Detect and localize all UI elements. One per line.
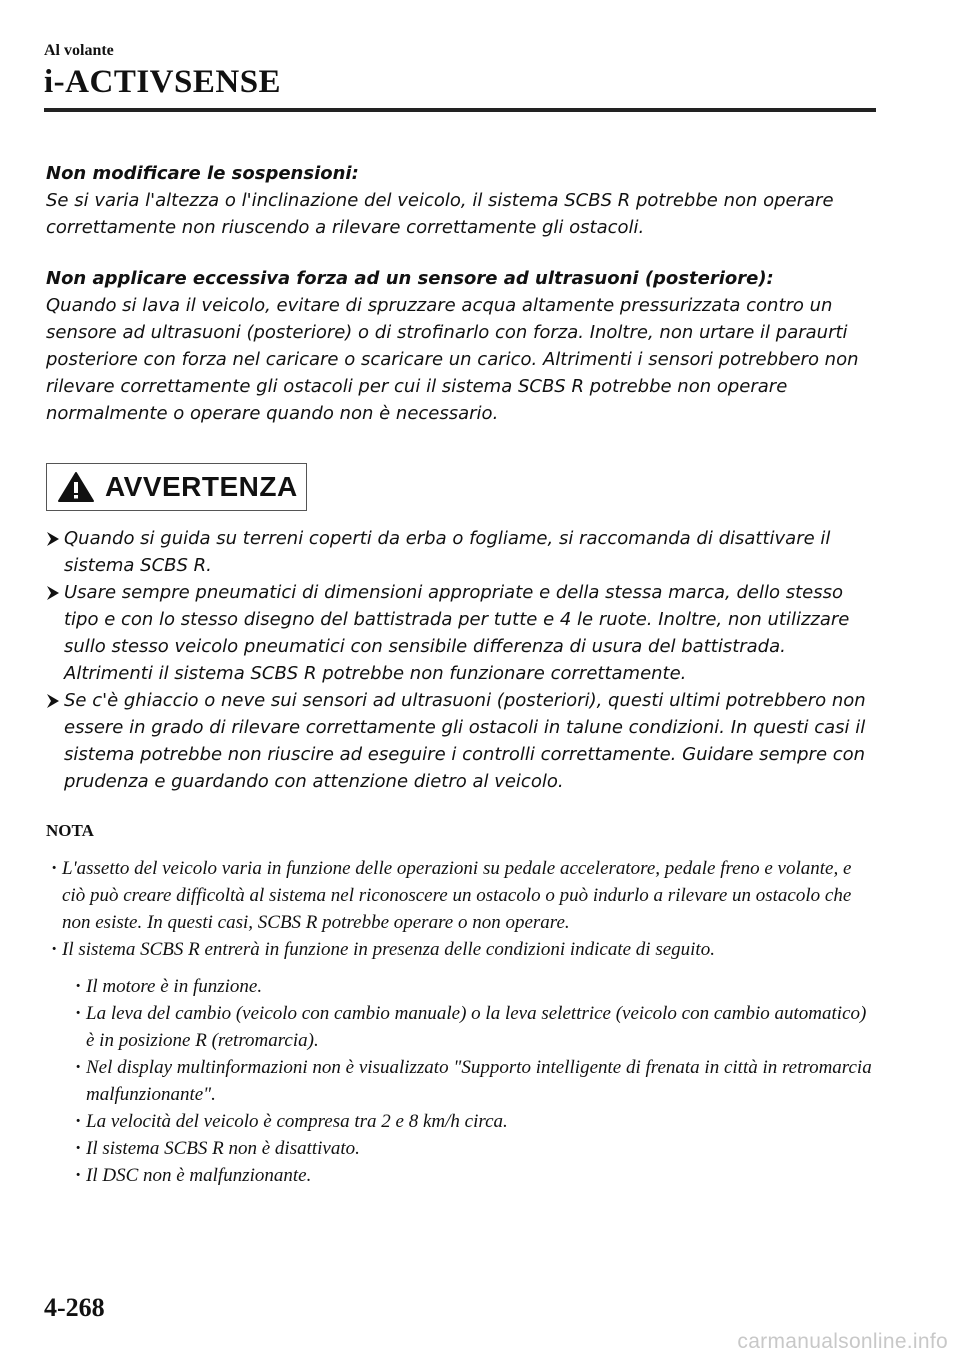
- warning-label: AVVERTENZA: [105, 471, 298, 502]
- page-header: [44, 42, 876, 112]
- condition-item: · Il DSC non è malfunzionante.: [70, 1162, 876, 1189]
- warning-item: [46, 687, 876, 795]
- condition-item: · Il sistema SCBS R non è disattivato.: [70, 1135, 876, 1162]
- arrow-right-icon: [46, 585, 60, 601]
- condition-item: · La leva del cambio (veicolo con cambio manuale) o la leva selettrice (veicolo con cambio automatico) è in posizione R (retromarcia).: [70, 1000, 876, 1054]
- warning-banner: [46, 463, 307, 511]
- nota-item: · Il sistema SCBS R entrerà in funzione in presenza delle condizioni indicate di seguito.: [46, 936, 876, 963]
- caution-heading: Non applicare eccessiva forza ad un sensore ad ultrasuoni (posteriore):: [46, 268, 774, 289]
- warning-item: [46, 579, 876, 687]
- warning-item-text: Se c'è ghiaccio o neve sui sensori ad ultrasuoni (posteriori), questi ultimi potrebbero non essere in grado di rilevare correttamente gli ostacoli in talune condizioni. In questi casi il sistema potrebbe non riuscire ad eseguire i controlli correttamente. Guidare sempre con prudenza e guardando con attenzione dietro al veicolo.: [64, 690, 866, 792]
- warning-item: [46, 525, 876, 579]
- arrow-right-icon: [46, 693, 60, 709]
- caution-text: Se si varia l'altezza o l'inclinazione del veicolo, il sistema SCBS R potrebbe non operare correttamente non riuscendo a rilevare correttamente gli ostacoli.: [46, 190, 834, 238]
- warning-item-text: Usare sempre pneumatici di dimensioni appropriate e della stessa marca, dello stesso tipo e con lo stesso disegno del battistrada per tutte e 4 le ruote. Inoltre, non utilizzare sullo stesso veicolo pneumatici con sensibile differenza di usura del battistrada. Altrimenti il sistema SCBS R potrebbe non funzionare correttamente.: [64, 582, 850, 684]
- watermark: carmanualsonline.info: [737, 1330, 948, 1353]
- nota-item: · L'assetto del veicolo varia in funzione delle operazioni su pedale acceleratore, pedale freno e volante, e ciò può creare difficoltà al sistema nel riconoscere un ostacolo o può indurlo a rilevare un ostacolo che non esiste. In questi casi, SCBS R potrebbe operare o non operare.: [46, 855, 876, 936]
- caution-heading: Non modificare le sospensioni:: [46, 163, 359, 184]
- section-kicker: Al volante: [44, 42, 114, 59]
- header-divider: [44, 108, 876, 112]
- page-number: 4-268: [44, 1293, 105, 1322]
- condition-item: · Nel display multinformazioni non è visualizzato "Supporto intelligente di frenata in città in retromarcia malfunzionante".: [70, 1054, 876, 1108]
- arrow-right-icon: [46, 531, 60, 547]
- warning-triangle-icon: [57, 471, 95, 503]
- warning-list: [46, 525, 876, 795]
- warning-item-text: Quando si guida su terreni coperti da erba o fogliame, si raccomanda di disattivare il sistema SCBS R.: [64, 528, 831, 576]
- nota-title: NOTA: [46, 821, 94, 840]
- page-content: [46, 160, 876, 1189]
- caution-block-sensor: [46, 265, 876, 427]
- conditions-list: [70, 973, 876, 1189]
- nota-section: [46, 821, 876, 1189]
- nota-list: [46, 855, 876, 963]
- condition-item: · La velocità del veicolo è compresa tra 2 e 8 km/h circa.: [70, 1108, 876, 1135]
- condition-item: · Il motore è in funzione.: [70, 973, 876, 1000]
- caution-block-suspension: [46, 160, 876, 241]
- page-title: i-ACTIVSENSE: [44, 64, 282, 100]
- caution-text: Quando si lava il veicolo, evitare di spruzzare acqua altamente pressurizzata contro un sensore ad ultrasuoni (posteriore) o di strofinarlo con forza. Inoltre, non urtare il paraurti posteriore con forza nel caricare o scaricare un carico. Altrimenti i sensori potrebbero non rilevare correttamente gli ostacoli per cui il sistema SCBS R potrebbe non operare normalmente o operare quando non è necessario.: [46, 295, 859, 424]
